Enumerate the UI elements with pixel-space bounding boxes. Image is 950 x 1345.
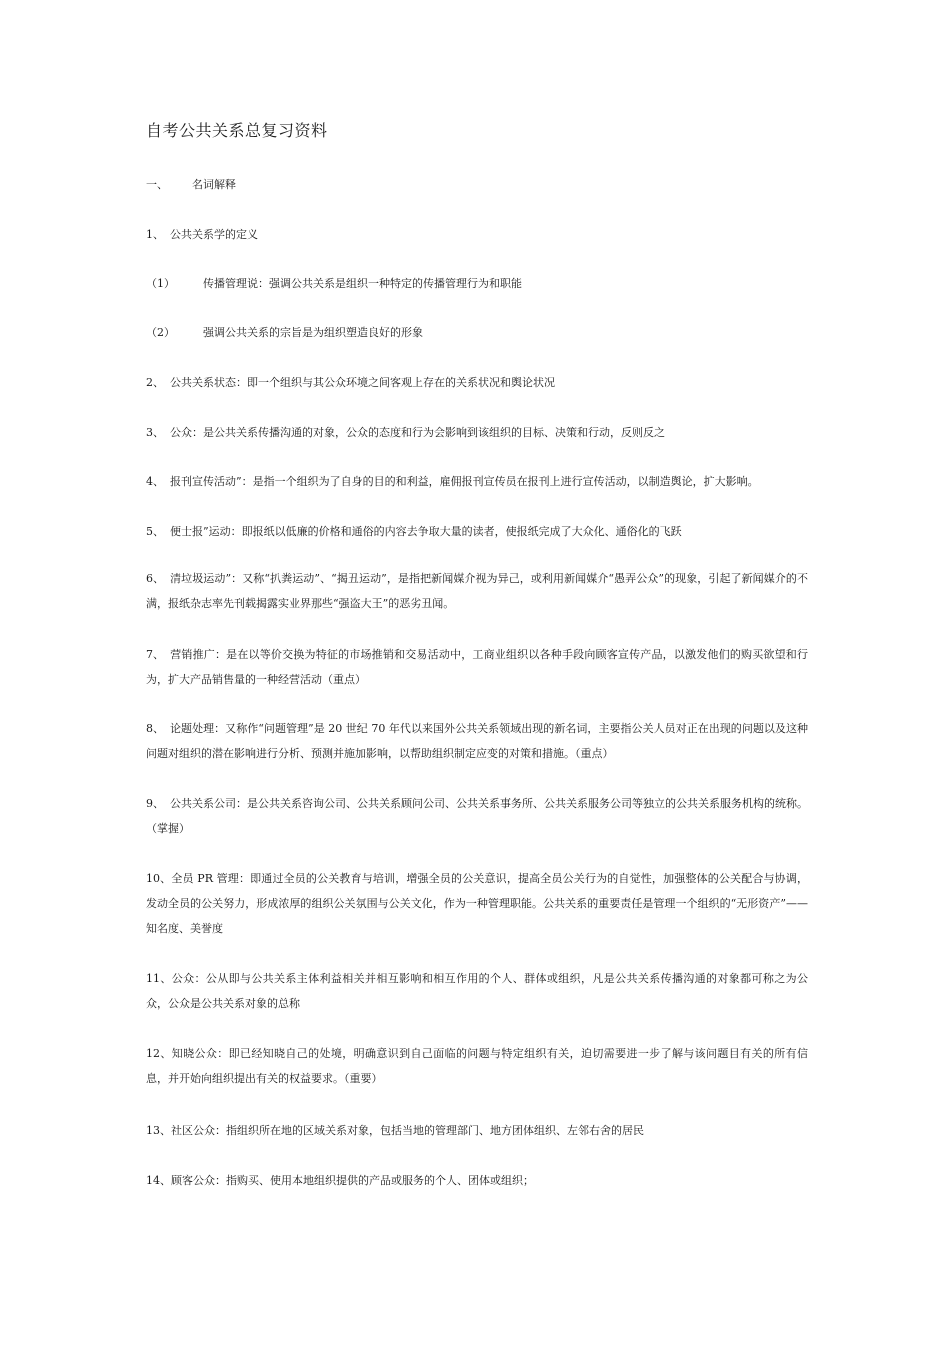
item-number: 9、 [146, 797, 164, 810]
list-item [146, 374, 555, 390]
item-text: 知晓公众：即已经知晓自己的处境，明确意识到自己面临的问题与特定组织有关，迫切需要进一步了解与该问题目有关的所有信息，并开始向组织提出有关的权益要求。（重要） [146, 1047, 808, 1085]
list-item [146, 473, 759, 489]
list-item [146, 716, 808, 766]
item-text: 公共关系学的定义 [170, 228, 258, 241]
list-item [146, 275, 522, 291]
item-number: 13、 [146, 1124, 171, 1137]
list-item [146, 966, 808, 1016]
item-text: 公众：是公共关系传播沟通的对象，公众的态度和行为会影响到该组织的目标、决策和行动，反则反之 [170, 426, 665, 439]
item-number: 12、 [146, 1047, 172, 1060]
item-number: （2） [146, 326, 175, 339]
item-number: 3、 [146, 426, 164, 439]
list-item [146, 1122, 644, 1138]
item-text: 社区公众：指组织所在地的区域关系对象，包括当地的管理部门、地方团体组织、左邻右舍的居民 [171, 1124, 644, 1137]
list-item [146, 642, 808, 692]
item-text: 公共关系状态：即一个组织与其公众环境之间客观上存在的关系状况和舆论状况 [170, 376, 555, 389]
item-number: 8、 [146, 722, 164, 735]
item-text: 便士报”运动：即报纸以低廉的价格和通俗的内容去争取大量的读者，使报纸完成了大众化、通俗化的飞跃 [170, 525, 682, 538]
item-number: 5、 [146, 525, 164, 538]
list-item [146, 523, 682, 539]
item-text: 报刊宣传活动”：是指一个组织为了自身的目的和利益，雇佣报刊宣传员在报刊上进行宣传活动，以制造舆论，扩大影响。 [170, 475, 759, 488]
section-title: 名词解释 [192, 178, 236, 191]
list-item [146, 791, 808, 841]
list-item [146, 424, 665, 440]
list-item [146, 226, 258, 242]
section-number: 一、 [146, 178, 168, 191]
item-text: 顾客公众：指购买、使用本地组织提供的产品或服务的个人、团体或组织； [171, 1174, 534, 1187]
item-number: 4、 [146, 475, 164, 488]
item-number: 11、 [146, 972, 172, 985]
item-number: 2、 [146, 376, 164, 389]
item-number: 14、 [146, 1174, 171, 1187]
item-text: 传播管理说：强调公共关系是组织一种特定的传播管理行为和职能 [203, 277, 522, 290]
item-text: 论题处理：又称作“问题管理”是 20 世纪 70 年代以来国外公共关系领域出现的新名词，主要指公关人员对正在出现的问题以及这种问题对组织的潜在影响进行分析、预测并施加影响，以帮助组织制定应变的对策和措施。（重点） [146, 722, 808, 760]
item-text: 清垃圾运动”：又称“扒粪运动”、“揭丑运动”，是指把新闻媒介视为异己，或利用新闻媒介“愚弄公众”的现象，引起了新闻媒介的不满，报纸杂志率先刊载揭露实业界那些“强盗大王”的恶劣丑闻。 [146, 572, 808, 610]
list-item [146, 866, 808, 941]
item-text: 公众：公从即与公共关系主体利益相关并相互影响和相互作用的个人、群体或组织，凡是公共关系传播沟通的对象都可称之为公众，公众是公共关系对象的总称 [146, 972, 808, 1010]
item-number: 1、 [146, 228, 164, 241]
list-item [146, 566, 808, 616]
item-text: 强调公共关系的宗旨是为组织塑造良好的形象 [203, 326, 423, 339]
item-number: 6、 [146, 572, 164, 585]
section-heading [146, 176, 236, 192]
document-title: 自考公共关系总复习资料 [146, 121, 328, 140]
item-number: 10、 [146, 872, 172, 885]
item-text: 营销推广：是在以等价交换为特征的市场推销和交易活动中，工商业组织以各种手段向顾客宣传产品，以激发他们的购买欲望和行为，扩大产品销售量的一种经营活动（重点） [146, 648, 808, 686]
list-item [146, 1172, 534, 1188]
item-number: 7、 [146, 648, 164, 661]
item-number: （1） [146, 277, 175, 290]
list-item [146, 1041, 808, 1091]
item-text: 公共关系公司：是公共关系咨询公司、公共关系顾问公司、公共关系事务所、公共关系服务公司等独立的公共关系服务机构的统称。（掌握） [146, 797, 808, 835]
list-item [146, 324, 423, 340]
item-text: 全员 PR 管理：即通过全员的公关教育与培训，增强全员的公关意识，提高全员公关行为的自觉性，加强整体的公关配合与协调，发动全员的公关努力，形成浓厚的组织公关氛围与公关文化，作为一种管理职能。公共关系的重要责任是管理一个组织的“无形资产”——知名度、美誉度 [146, 872, 808, 935]
